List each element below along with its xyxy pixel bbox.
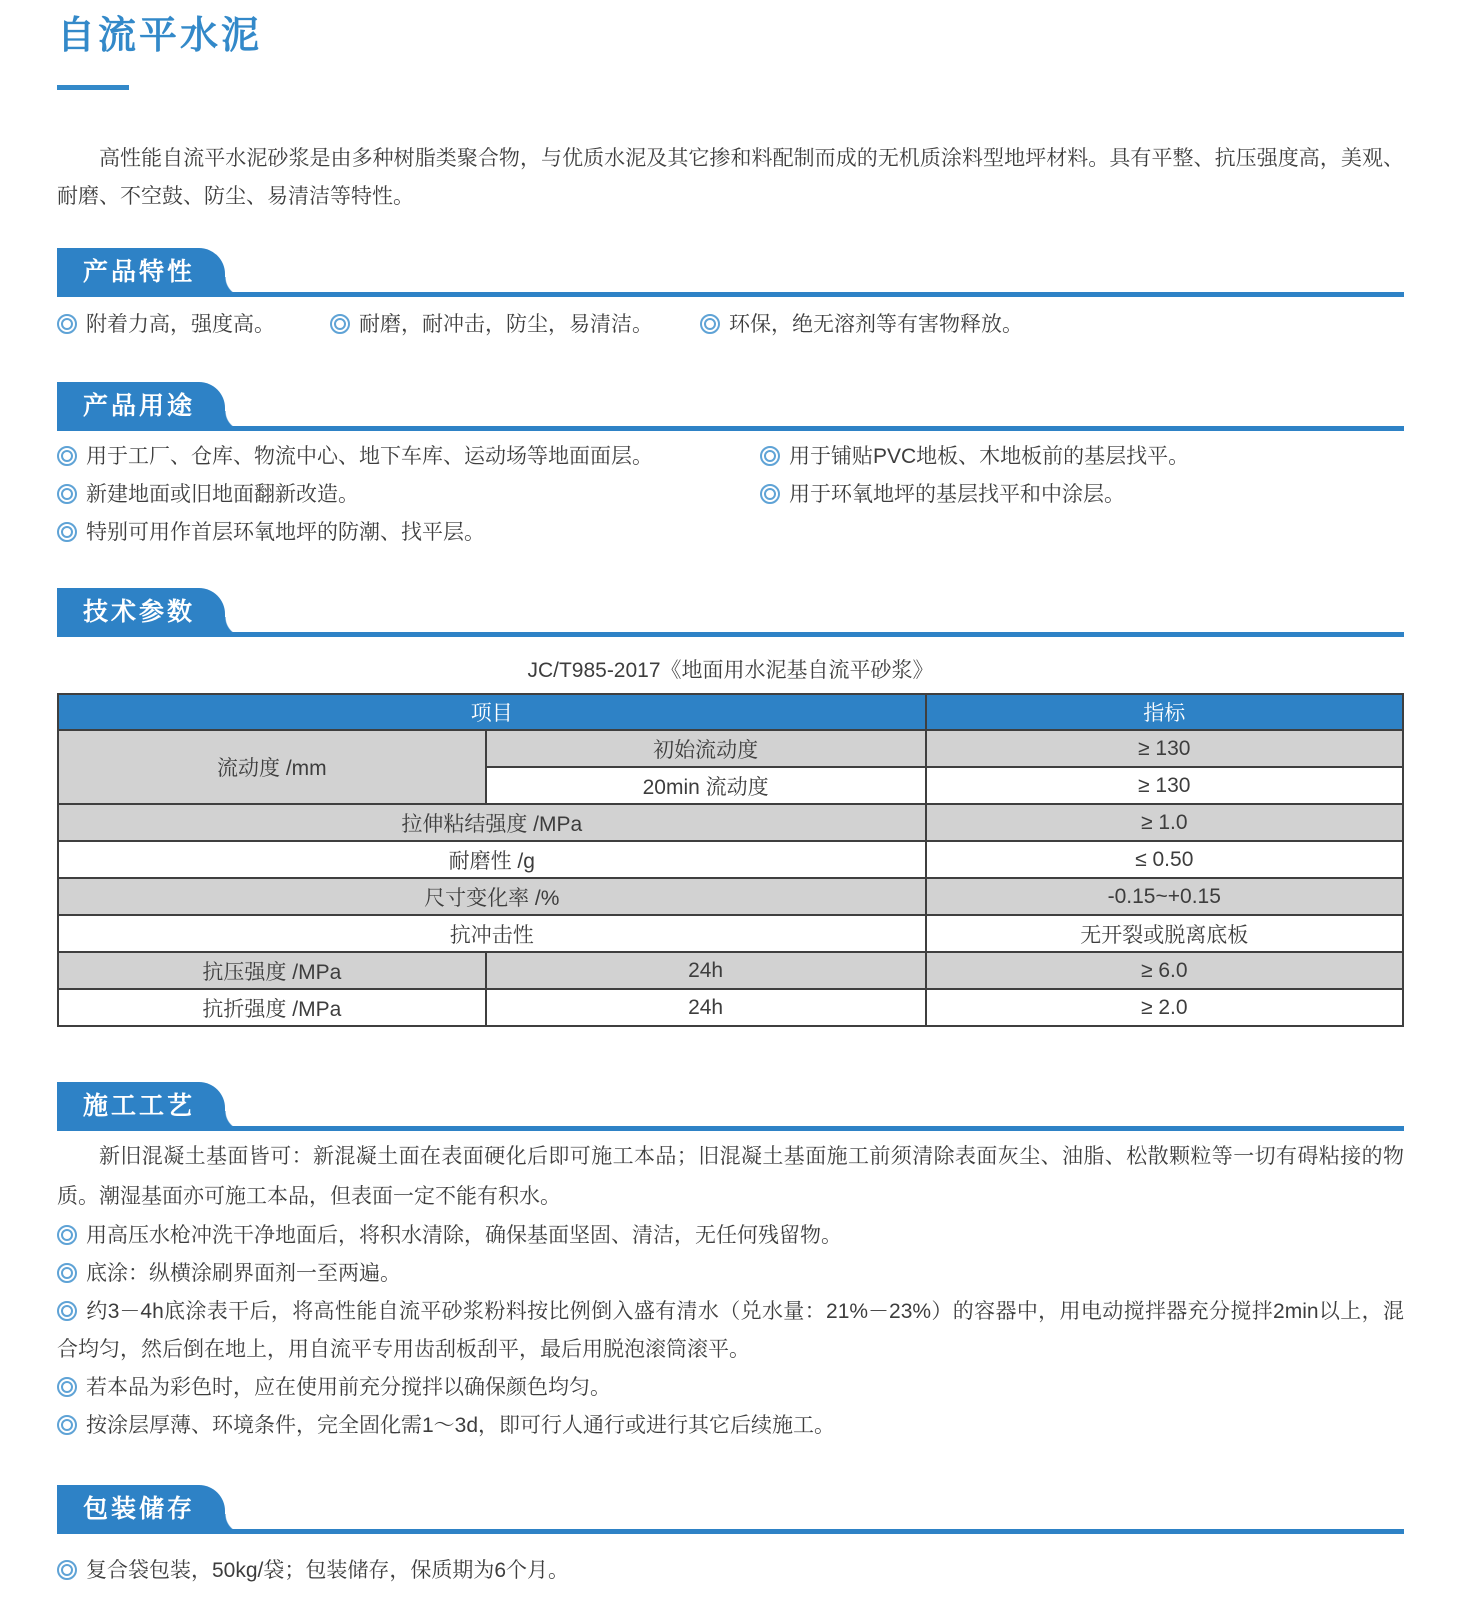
list-item: [57, 1369, 1404, 1407]
table-cell: 24h: [486, 989, 926, 1026]
table-cell: 流动度 /mm: [58, 730, 486, 804]
section-rule: [57, 1529, 1404, 1534]
list-item-text: 复合袋包装，50kg/袋；包装储存，保质期为6个月。: [86, 1559, 570, 1582]
bullet-icon: [330, 314, 350, 334]
bullet-icon: [760, 446, 780, 466]
uses-left-column: [57, 438, 760, 552]
table-row: [58, 841, 1403, 878]
table-cell: -0.15~+0.15: [926, 878, 1403, 915]
section-tab: 产品特性: [57, 248, 225, 297]
bullet-icon: [57, 1415, 77, 1435]
section-specs: [57, 588, 1404, 1027]
section-header: [57, 382, 1404, 431]
list-item: [57, 476, 760, 514]
page-title: 自流平水泥: [57, 15, 263, 57]
features-list: [57, 306, 1404, 344]
section-rule: [57, 292, 1404, 297]
list-item: [57, 438, 760, 476]
table-cell: 抗冲击性: [58, 915, 926, 952]
section-uses: [57, 382, 1404, 552]
bullet-icon: [57, 522, 77, 542]
list-item: [57, 1255, 1404, 1293]
table-cell: 抗压强度 /MPa: [58, 952, 486, 989]
table-cell: ≤ 0.50: [926, 841, 1403, 878]
table-row: [58, 730, 1403, 767]
list-item-text: 底涂：纵横涂刷界面剂一至两遍。: [86, 1262, 401, 1285]
list-item: [57, 1217, 1404, 1255]
list-item: [57, 514, 760, 552]
section-header: [57, 1082, 1404, 1131]
table-row: [58, 989, 1403, 1026]
list-item: [57, 1293, 1404, 1369]
list-item: [57, 306, 330, 344]
section-rule: [57, 426, 1404, 431]
process-paragraph: 新旧混凝土基面皆可：新混凝土面在表面硬化后即可施工本品；旧混凝土基面施工前须清除表面灰尘、油脂、松散颗粒等一切有碍粘接的物质。潮湿基面亦可施工本品，但表面一定不能有积水。: [57, 1145, 1404, 1208]
bullet-icon: [57, 1377, 77, 1397]
table-caption: JC/T985-2017《地面用水泥基自流平砂浆》: [527, 659, 934, 682]
bullet-icon: [57, 1560, 77, 1580]
table-row: [58, 878, 1403, 915]
table-row: [58, 804, 1403, 841]
list-item: [57, 1407, 1404, 1445]
list-item-text: 用于工厂、仓库、物流中心、地下车库、运动场等地面面层。: [86, 445, 653, 468]
list-item-text: 若本品为彩色时，应在使用前充分搅拌以确保颜色均匀。: [86, 1376, 611, 1399]
section-process: [57, 1082, 1404, 1445]
specs-table: [57, 693, 1404, 1027]
bullet-icon: [760, 484, 780, 504]
bullet-icon: [700, 314, 720, 334]
section-header: [57, 1485, 1404, 1534]
table-row: [58, 952, 1403, 989]
title-underline: [57, 85, 129, 90]
table-cell: ≥ 1.0: [926, 804, 1403, 841]
list-item-text: 按涂层厚薄、环境条件，完全固化需1～3d，即可行人通行或进行其它后续施工。: [86, 1414, 836, 1437]
list-item-text: 环保，绝无溶剂等有害物释放。: [729, 313, 1023, 336]
table-header-row: [58, 694, 1403, 730]
list-item-text: 附着力高，强度高。: [86, 313, 275, 336]
list-item-text: 新建地面或旧地面翻新改造。: [86, 483, 359, 506]
table-cell: 24h: [486, 952, 926, 989]
table-cell: ≥ 6.0: [926, 952, 1403, 989]
section-rule: [57, 632, 1404, 637]
section-tab: 包装储存: [57, 1485, 225, 1534]
list-item: [330, 306, 700, 344]
section-tab: 技术参数: [57, 588, 225, 637]
list-item: [760, 438, 1404, 476]
table-cell: 无开裂或脱离底板: [926, 915, 1403, 952]
table-cell: 20min 流动度: [486, 767, 926, 804]
table-cell: 尺寸变化率 /%: [58, 878, 926, 915]
bullet-icon: [57, 446, 77, 466]
uses-right-column: [760, 438, 1404, 552]
table-cell: 抗折强度 /MPa: [58, 989, 486, 1026]
bullet-icon: [57, 1301, 77, 1321]
list-item: [700, 306, 1023, 344]
table-cell: ≥ 2.0: [926, 989, 1403, 1026]
table-cell: ≥ 130: [926, 767, 1403, 804]
table-header-index: 指标: [926, 694, 1403, 730]
table-cell: 耐磨性 /g: [58, 841, 926, 878]
bullet-icon: [57, 314, 77, 334]
table-header-item: 项目: [58, 694, 926, 730]
list-item-text: 用高压水枪冲洗干净地面后，将积水清除，确保基面坚固、清洁，无任何残留物。: [86, 1224, 842, 1247]
section-header: [57, 588, 1404, 637]
table-cell: 初始流动度: [486, 730, 926, 767]
list-item-text: 用于环氧地坪的基层找平和中涂层。: [789, 483, 1125, 506]
intro-paragraph: 高性能自流平水泥砂浆是由多种树脂类聚合物，与优质水泥及其它掺和料配制而成的无机质涂料型地坪材料。具有平整、抗压强度高，美观、耐磨、不空鼓、防尘、易清洁等特性。: [57, 147, 1404, 208]
bullet-icon: [57, 1225, 77, 1245]
bullet-icon: [57, 484, 77, 504]
list-item: [57, 1552, 1404, 1590]
list-item-text: 耐磨，耐冲击，防尘，易清洁。: [359, 313, 653, 336]
process-list: [57, 1217, 1404, 1445]
section-features: [57, 248, 1404, 344]
bullet-icon: [57, 1263, 77, 1283]
table-cell: 拉伸粘结强度 /MPa: [58, 804, 926, 841]
list-item-text: 特别可用作首层环氧地坪的防潮、找平层。: [86, 521, 485, 544]
list-item-text: 用于铺贴PVC地板、木地板前的基层找平。: [789, 445, 1190, 468]
section-header: [57, 248, 1404, 297]
uses-list: [57, 438, 1404, 552]
section-rule: [57, 1126, 1404, 1131]
list-item-text: 约3－4h底涂表干后，将高性能自流平砂浆粉料按比例倒入盛有清水（兑水量：21%－23%）的容器中，用电动搅拌器充分搅拌2min以上，混合均匀，然后倒在地上，用自流平专用齿刮板刮平，最后用脱泡滚筒滚平。: [57, 1300, 1404, 1361]
table-cell: ≥ 130: [926, 730, 1403, 767]
packaging-list: [57, 1552, 1404, 1590]
list-item: [760, 476, 1404, 514]
section-packaging: [57, 1485, 1404, 1590]
section-tab: 施工工艺: [57, 1082, 225, 1131]
table-row: [58, 915, 1403, 952]
section-tab: 产品用途: [57, 382, 225, 431]
